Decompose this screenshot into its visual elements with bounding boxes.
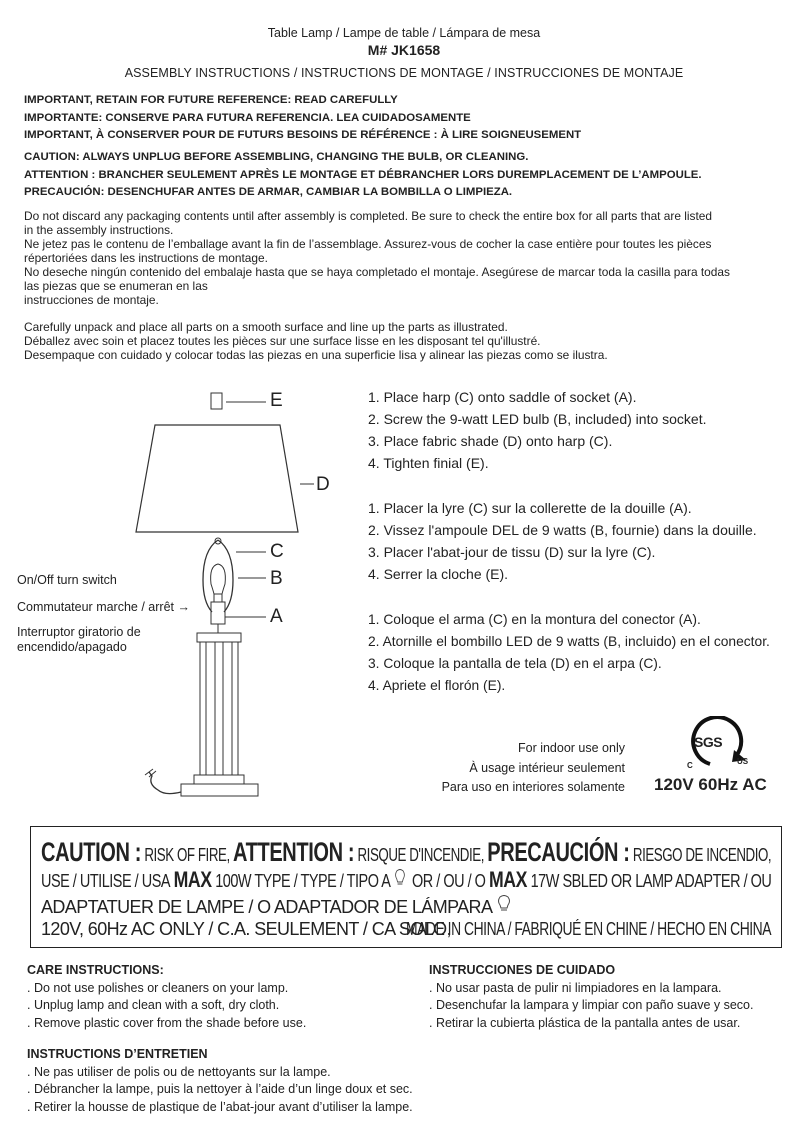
switch-label-en: On/Off turn switch: [17, 573, 117, 587]
caution-adapter-text: ADAPTATUER DE LAMPE / O ADAPTADOR DE LÁMPARA: [41, 897, 493, 917]
bulb-part: [211, 564, 226, 594]
document-title: Table Lamp / Lampe de table / Lámpara de mesa: [267, 26, 541, 40]
care-title-en: CARE INSTRUCTIONS:: [27, 963, 164, 977]
care-item: . Retirar la cubierta plástica de la pantalla antes de usar.: [429, 1015, 741, 1030]
step-item: 2. Atornille el bombillo LED de 9 watts (B, incluido) en el conector.: [368, 634, 770, 649]
fire-caution-box: [30, 826, 782, 948]
lamp-base: [181, 784, 258, 796]
document-subtitle: ASSEMBLY INSTRUCTIONS / INSTRUCTIONS DE MONTAGE / INSTRUCCIONES DE MONTAJE: [124, 66, 684, 80]
switch-label-fr: Commutateur marche / arrêt →: [17, 600, 190, 614]
caution-notice: [24, 149, 702, 202]
caution-use-text: USE / UTILISE / USA: [41, 871, 171, 891]
care-item: . Remove plastic cover from the shade before use.: [27, 1015, 307, 1030]
indoor-line-fr: À usage intérieur seulement: [469, 760, 625, 775]
part-label-b: B: [270, 568, 283, 589]
caution-sbled-text: 17W SBLED OR LAMP ADAPTER / OU: [530, 871, 772, 891]
packaging-line: répertoriées dans les instructions de montage.: [24, 251, 268, 265]
care-instructions-fr: [27, 1046, 413, 1116]
important-line-fr: IMPORTANT, À CONSERVER POUR DE FUTURS BESOINS DE RÉFÉRENCE : À LIRE SOIGNEUSEMENT: [24, 129, 582, 141]
caution-box-line-4: [41, 919, 451, 940]
important-notice: [24, 92, 581, 145]
caution-line-en: CAUTION: ALWAYS UNPLUG BEFORE ASSEMBLING, CHANGING THE BULB, OR CLEANING.: [24, 151, 529, 163]
harp-part: [203, 540, 233, 612]
care-item: . No usar pasta de pulir ni limpiadores en la lampara.: [429, 980, 722, 995]
care-item: . Débrancher la lampe, puis la nettoyer à l’aide d’un linge doux et sec.: [27, 1082, 413, 1096]
caution-or-text: OR / OU / O: [411, 871, 486, 891]
step-item: 1. Placer la lyre (C) sur la collerette de la douille (A).: [368, 500, 692, 516]
caution-line-fr: ATTENTION : BRANCHER SEULEMENT APRÈS LE MONTAGE ET DÉBRANCHER LORS DUREMPLACEMENT DE L’AMPOULE.: [24, 168, 702, 181]
care-title-es: INSTRUCCIONES DE CUIDADO: [429, 963, 616, 977]
packaging-line: Ne jetez pas le contenu de l’emballage avant la fin de l’assemblage. Assurez-vous de cocher la case entière pour toutes les pièces: [24, 237, 712, 251]
lamp-plinth: [194, 775, 244, 784]
socket-part: [211, 602, 225, 624]
caution-type-text: 100W TYPE / TYPE / TIPO A: [215, 871, 391, 891]
attention-word: ATTENTION :: [233, 837, 355, 867]
caution-box-line-1: [41, 837, 771, 868]
unpack-line-es: Desempaque con cuidado y colocar todas las piezas en una superficie lisa y alinear las piezas como se ilustra.: [24, 348, 608, 362]
unpack-line-en: Carefully unpack and place all parts on a smooth surface and line up the parts as illustrated.: [24, 320, 508, 334]
step-item: 4. Tighten finial (E).: [368, 455, 489, 471]
step-item: 1. Place harp (C) onto saddle of socket (A).: [368, 389, 637, 405]
precaucion-text: RIESGO DE INCENDIO,: [632, 845, 772, 865]
step-item: 3. Placer l'abat-jour de tissu (D) sur la lyre (C).: [368, 544, 656, 560]
care-title-fr: INSTRUCTIONS D’ENTRETIEN: [27, 1047, 208, 1061]
packaging-line: in the assembly instructions.: [24, 223, 174, 237]
step-item: 4. Serrer la cloche (E).: [368, 566, 509, 582]
lamp-neck: [197, 633, 241, 642]
shade-part: [136, 425, 298, 532]
important-line-en: IMPORTANT, RETAIN FOR FUTURE REFERENCE: READ CAREFULLY: [24, 94, 398, 106]
finial-part: [211, 393, 222, 409]
caution-box-origin: [406, 919, 771, 940]
lamp-column-center: [215, 642, 223, 775]
step-item: 2. Screw the 9-watt LED bulb (B, included) into socket.: [368, 411, 707, 427]
caution-line-es: PRECAUCIÓN: DESENCHUFAR ANTES DE ARMAR, CAMBIAR LA BOMBILLA O LIMPIEZA.: [24, 186, 513, 198]
sgs-c-mark: C: [687, 761, 693, 770]
bulb-icon: [497, 895, 515, 918]
made-in-text: MADE IN CHINA / FABRIQUÉ EN CHINE / HECHO EN CHINA: [406, 919, 772, 939]
steps-fr: [368, 497, 757, 585]
steps-en: [368, 386, 707, 474]
packaging-line: las piezas que se enumeran en las: [24, 279, 208, 293]
care-item: . Desenchufar la lampara y limpiar con paño suave y seco.: [429, 998, 754, 1012]
care-item: . Ne pas utiliser de polis ou de nettoyants sur la lampe.: [27, 1064, 331, 1079]
power-cord: [149, 772, 181, 794]
part-label-c: C: [270, 541, 284, 562]
model-number: M# JK1658: [367, 42, 441, 58]
packaging-line: No deseche ningún contenido del embalaje hasta que se haya completado el montaje. Asegúrese de marcar toda la casilla para todas: [24, 265, 730, 279]
indoor-line-es: Para uso en interiores solamente: [441, 780, 625, 794]
part-label-a: A: [270, 606, 283, 627]
steps-es: [368, 609, 770, 697]
sgs-logo-text: SGS: [694, 734, 723, 750]
care-item: . Do not use polishes or cleaners on your lamp.: [27, 980, 289, 995]
packaging-paragraph: [24, 209, 794, 307]
care-instructions-en: [27, 962, 306, 1032]
max-label-2: MAX: [488, 867, 528, 892]
unpack-line-fr: Déballez avec soin et placez toutes les pièces sur une surface lisse en les disposant tel qu'illustré.: [24, 334, 541, 348]
step-item: 3. Coloque la pantalla de tela (D) en el arpa (C).: [368, 656, 662, 671]
part-label-d: D: [316, 474, 330, 495]
precaucion-word: PRECAUCIÓN :: [487, 837, 630, 867]
bulb-icon: [394, 869, 408, 892]
important-line-es: IMPORTANTE: CONSERVE PARA FUTURA REFERENCIA. LEA CUIDADOSAMENTE: [24, 111, 471, 124]
lamp-column-left: [200, 642, 206, 775]
step-item: 3. Place fabric shade (D) onto harp (C).: [368, 433, 613, 449]
packaging-line: instrucciones de montaje.: [24, 293, 159, 307]
switch-label-es-2: encendido/apagado: [17, 640, 127, 654]
caution-box-line-3: [41, 895, 515, 918]
packaging-line: Do not discard any packaging contents until after assembly is completed. Be sure to check the entire box for all parts that are listed: [24, 209, 713, 223]
step-item: 2. Vissez l'ampoule DEL de 9 watts (B, fournie) dans la douille.: [368, 522, 757, 538]
indoor-line-en: For indoor use only: [517, 741, 625, 755]
part-label-e: E: [270, 390, 283, 411]
unpack-paragraph: [24, 320, 794, 362]
max-label: MAX: [173, 867, 212, 892]
step-item: 4. Apriete el florón (E).: [368, 678, 506, 693]
sgs-certification-mark: [654, 716, 774, 776]
lamp-column-right: [232, 642, 238, 775]
voltage-rating: 120V 60Hz AC: [654, 775, 767, 794]
indoor-use-notice: [400, 739, 625, 798]
switch-label-es-1: Interruptor giratorio de: [17, 625, 141, 639]
sgs-us-mark: US: [737, 757, 749, 766]
step-item: 1. Coloque el arma (C) en la montura del conector (A).: [368, 612, 701, 627]
caution-text: RISK OF FIRE,: [144, 845, 230, 865]
attention-text: RISQUE D'INCENDIE,: [357, 845, 484, 865]
caution-voltage-text: 120V, 60Hz AC ONLY / C.A. SEULEMENT / CA SOLO,: [41, 919, 451, 939]
lamp-diagram: [0, 380, 360, 810]
care-instructions-es: [429, 962, 753, 1032]
care-item: . Unplug lamp and clean with a soft, dry cloth.: [27, 998, 280, 1012]
care-item: . Retirer la housse de plastique de l’abat-jour avant d’utiliser la lampe.: [27, 1099, 413, 1114]
caution-box-line-2: [41, 867, 771, 893]
caution-word: CAUTION :: [41, 837, 142, 867]
